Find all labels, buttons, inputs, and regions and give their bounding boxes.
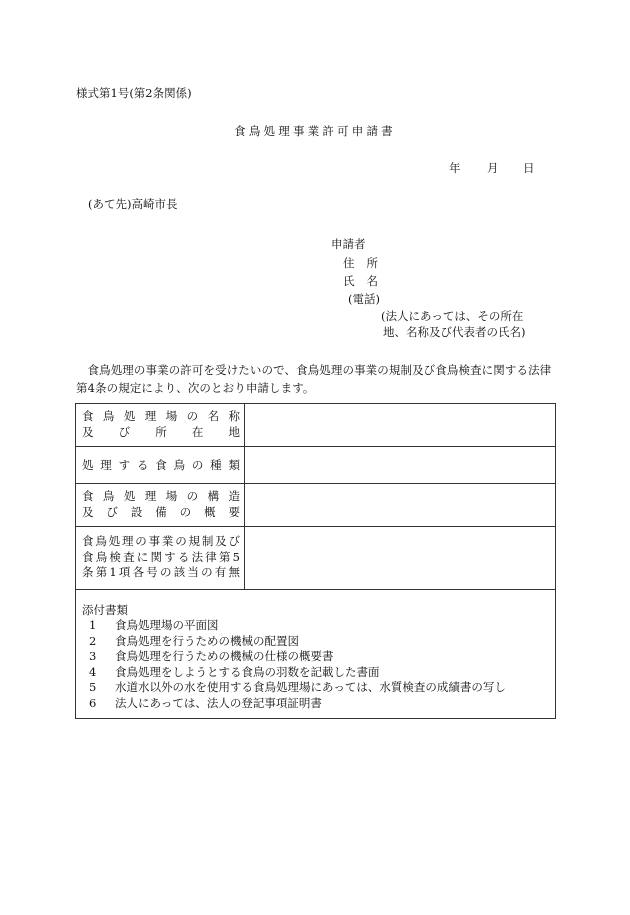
facility-name-field[interactable] — [245, 404, 555, 446]
date-month-label: 月 — [487, 161, 499, 175]
applicant-phone-label: (電話) — [348, 292, 380, 306]
attachments-section — [76, 590, 565, 711]
structure-row — [76, 484, 555, 527]
document-title: 食鳥処理事業許可申請書 — [234, 124, 396, 138]
applicant-name-label: 氏名 — [343, 274, 390, 288]
disqualification-label-line3: 条第1項各号の該当の有無 — [82, 565, 240, 579]
attachment-text: 食鳥処理を行うための機械の仕様の概要書 — [115, 649, 334, 663]
facility-name-label-line2: 及び所在地 — [82, 424, 240, 439]
application-table — [75, 403, 556, 719]
disqualification-label-line1: 食鳥処理の事業の規制及び — [82, 534, 240, 548]
attachment-number: 3 — [89, 649, 97, 663]
structure-field[interactable] — [245, 484, 555, 526]
attachment-number: 6 — [89, 695, 97, 710]
attachment-text: 食鳥処理を行うための機械の配置図 — [115, 633, 299, 648]
attachment-item — [82, 618, 561, 634]
poultry-type-label-line1: 処理する食鳥の種類 — [82, 458, 240, 472]
corporation-note-line2: 地、名称及び代表者の氏名) — [383, 325, 526, 339]
corporation-note-line1: (法人にあっては、その所在 — [381, 309, 524, 323]
form-number: 様式第1号(第2条関係) — [76, 86, 192, 100]
attachment-text: 食鳥処理をしようとする食鳥の羽数を記載した書面 — [115, 664, 380, 679]
facility-name-label-line1: 食鳥処理場の名称 — [82, 409, 240, 423]
attachment-item — [82, 634, 561, 650]
structure-label-line1: 食鳥処理場の構造 — [82, 489, 240, 503]
disqualification-row — [76, 527, 555, 590]
facility-name-label — [76, 404, 245, 446]
attachment-item — [82, 696, 561, 712]
attachment-text: 食鳥処理場の平面図 — [115, 618, 219, 632]
poultry-type-field[interactable] — [245, 447, 555, 483]
date-day-label: 日 — [523, 161, 535, 175]
attachment-item — [82, 680, 561, 696]
poultry-type-label — [76, 447, 245, 483]
attachment-number: 1 — [89, 618, 97, 632]
attachment-number: 5 — [89, 680, 97, 694]
facility-name-row — [76, 404, 555, 447]
structure-label-line2: 及び設備の概要 — [82, 504, 240, 519]
disqualification-field[interactable] — [245, 527, 555, 589]
attachment-text: 水道水以外の水を使用する食鳥処理場にあっては、水質検査の成績書の写し — [115, 680, 506, 694]
attachment-number: 4 — [89, 664, 97, 679]
attachment-item — [82, 665, 561, 681]
attachment-text: 法人にあっては、法人の登記事項証明書 — [115, 695, 322, 710]
application-statement: 食鳥処理の事業の許可を受けたいので、食鳥処理の事業の規制及び食鳥検査に関する法律第4条の規定により、次のとおり申請します。 — [76, 363, 552, 395]
attachment-number: 2 — [89, 633, 97, 648]
applicant-address-label: 住所 — [343, 256, 390, 270]
addressee: (あて先)高崎市長 — [88, 197, 178, 211]
attachment-item — [82, 649, 561, 665]
disqualification-label-line2: 食鳥検査に関する法律第5 — [82, 549, 240, 564]
structure-label — [76, 484, 245, 526]
applicant-label: 申請者 — [331, 237, 366, 251]
date-year-label: 年 — [449, 161, 461, 175]
poultry-type-row — [76, 447, 555, 484]
attachments-title: 添付書類 — [82, 603, 128, 617]
disqualification-label — [76, 527, 245, 589]
